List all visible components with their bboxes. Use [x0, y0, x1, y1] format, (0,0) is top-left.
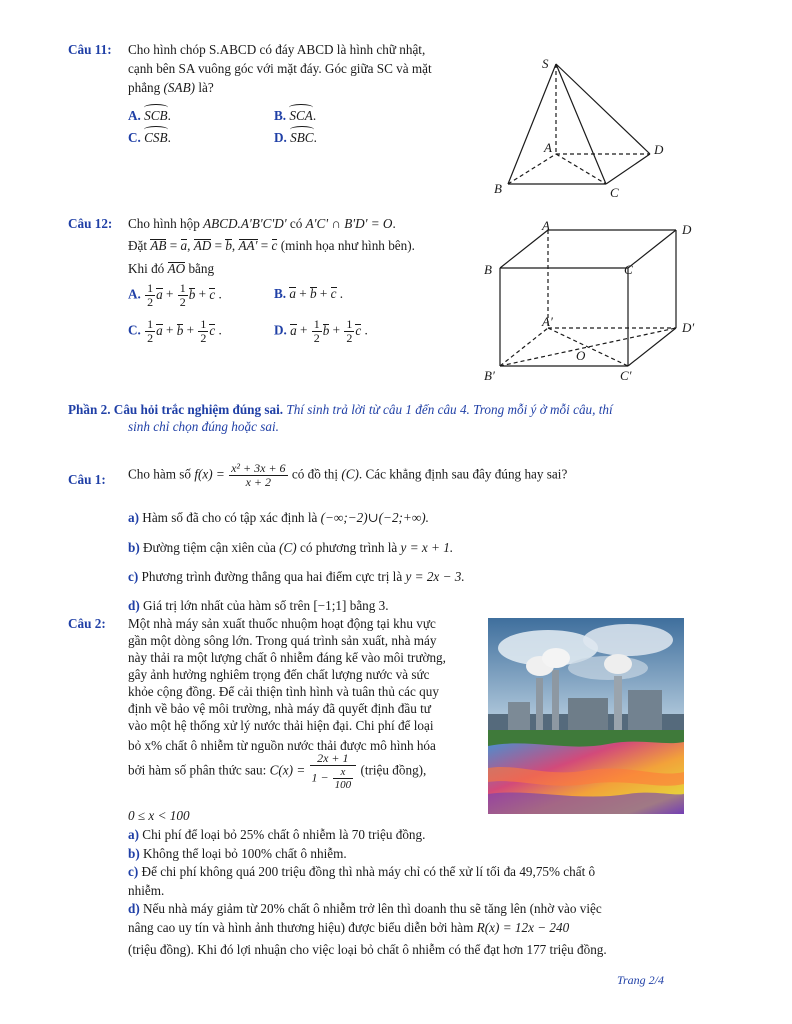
box-label-a: A — [542, 218, 550, 233]
c2-item-c-cont: nhiễm. — [128, 883, 165, 898]
q12-option-d[interactable]: D. a + $\frac{1}{2}$ b + $\frac{1}{2}$ c . — [274, 317, 368, 345]
c2-label: Câu 2: — [68, 616, 106, 631]
q11-option-b[interactable]: B. SCA. — [274, 108, 317, 123]
box-label-a1: A′ — [542, 314, 553, 329]
c2-domain: 0 ≤ x < 100 — [128, 808, 190, 823]
pyramid-label-c: C — [610, 185, 619, 200]
c1-item-d: d) Giá trị lớn nhất của hàm số trên [−1;1] bằng 3. — [128, 598, 389, 613]
c1-item-c: c) Phương trình đường thẳng qua hai điểm cực trị là y = 2x − 3. — [128, 569, 465, 584]
box-label-b: B — [484, 262, 492, 277]
pyramid-figure — [488, 50, 688, 200]
q11-option-d[interactable]: D. SBC. — [274, 130, 317, 145]
q12-option-a[interactable]: A. $\frac{1}{2}$ a + $\frac{1}{2}$ b + c . — [128, 281, 222, 309]
q11-label: Câu 11: — [68, 42, 112, 57]
q11-line3: phẳng (SAB) là? — [128, 80, 214, 95]
box-label-d1: D′ — [682, 320, 695, 335]
parallelepiped-figure — [480, 218, 700, 388]
pyramid-label-b: B — [494, 181, 502, 196]
page-number: Trang 2/4 — [616, 973, 664, 987]
box-label-b1: B′ — [484, 368, 495, 383]
c2-text-line: định về bảo vệ môi trường, nhà máy đã quyết định đầu tư — [128, 701, 431, 716]
box-label-o: O — [576, 348, 586, 363]
c1-intro: Cho hàm số f(x) = $\frac{\text{x² + 3x + 6}}{x + 2}$ có đồ thị (C). Các khẳng định sau đây đúng hay sai? — [128, 461, 568, 489]
c2-item-a: a) Chi phí để loại bỏ 25% chất ô nhiễm là 70 triệu đồng. — [128, 827, 426, 842]
c2-text-line: khỏe cộng đồng. Để cải thiện tình hình và tuân thủ các quy — [128, 684, 439, 699]
q12-option-c[interactable]: C. $\frac{1}{2}$ a + b + $\frac{1}{2}$ c . — [128, 317, 222, 345]
c2-text-line: gần một dòng sông lớn. Trong quá trình sản xuất, nhà máy — [128, 633, 437, 648]
q12-line1: Cho hình hộp ABCD.A'B'C'D' có A'C' ∩ B'D' = O. — [128, 216, 396, 231]
c2-text-line: bỏ x% chất ô nhiễm từ nguồn nước thải được mô hình hóa — [128, 738, 436, 753]
c2-text-line: Một nhà máy sản xuất thuốc nhuộm hoạt động tại khu vực — [128, 616, 436, 631]
part2-heading-cont: sinh chỉ chọn đúng hoặc sai. — [128, 419, 279, 434]
c1-label: Câu 1: — [68, 472, 106, 487]
c2-item-d: d) Nếu nhà máy giảm từ 20% chất ô nhiễm trở lên thì doanh thu sẽ tăng lên (nhờ vào việc — [128, 901, 602, 916]
c2-text-line: gây ảnh hưởng nghiêm trọng đến chất lượng nước và sức — [128, 667, 430, 682]
q11-line1: Cho hình chóp S.ABCD có đáy ABCD là hình chữ nhật, — [128, 42, 426, 57]
pyramid-label-s: S — [542, 56, 549, 71]
q12-line2: Đặt AB = a, AD = b, AA′ = c (minh họa như hình bên). — [128, 238, 415, 253]
c2-item-b: b) Không thể loại bỏ 100% chất ô nhiễm. — [128, 846, 347, 861]
c1-item-b: b) Đường tiệm cận xiên của (C) có phương trình là y = x + 1. — [128, 540, 454, 555]
c2-item-d-line3: (triệu đồng). Khi đó lợi nhuận cho việc loại bỏ chất ô nhiễm có thể đạt hơn 177 triệu đồng. — [128, 942, 607, 957]
q12-option-b[interactable]: B. a + b + c . — [274, 286, 344, 301]
pyramid-label-a: A — [544, 140, 552, 155]
box-label-c1: C′ — [620, 368, 632, 383]
factory-river-image — [488, 618, 684, 814]
c2-function: bởi hàm số phân thức sau: C(x) = 2x + 1 1 − $\frac{x}{100}$ (triệu đồng), — [128, 751, 427, 791]
part2-heading: Phần 2. Câu hỏi trắc nghiệm đúng sai. Thí sinh trả lời từ câu 1 đến câu 4. Trong mỗi ý ở mỗi câu, thí — [68, 402, 613, 417]
box-label-c: C — [624, 262, 633, 277]
c2-item-c: c) Để chi phí không quá 200 triệu đồng thì nhà máy chỉ có thể xử lí tối đa 49,75% chất ô — [128, 864, 596, 879]
q12-label: Câu 12: — [68, 216, 113, 231]
q11-option-a[interactable]: A. SCB. — [128, 108, 171, 123]
c2-text-line: vào một hệ thống xử lý nước thải hiện đại. Chi phí để loại — [128, 718, 434, 733]
c2-text-line: này thải ra một lượng chất ô nhiễm đáng kể vào môi trường, — [128, 650, 446, 665]
c2-item-d-line2: nâng cao uy tín và hình ảnh thương hiệu) được biểu diễn bởi hàm R(x) = 12x − 240 — [128, 920, 570, 935]
q11-line2: cạnh bên SA vuông góc với mặt đáy. Góc giữa SC và mặt — [128, 61, 432, 76]
q11-option-c[interactable]: C. CSB. — [128, 130, 171, 145]
box-label-d: D — [682, 222, 692, 237]
q12-line3: Khi đó AO bằng — [128, 261, 215, 276]
pyramid-label-d: D — [654, 142, 664, 157]
c1-item-a: a) Hàm số đã cho có tập xác định là (−∞;−2)∪(−2;+∞). — [128, 510, 429, 525]
